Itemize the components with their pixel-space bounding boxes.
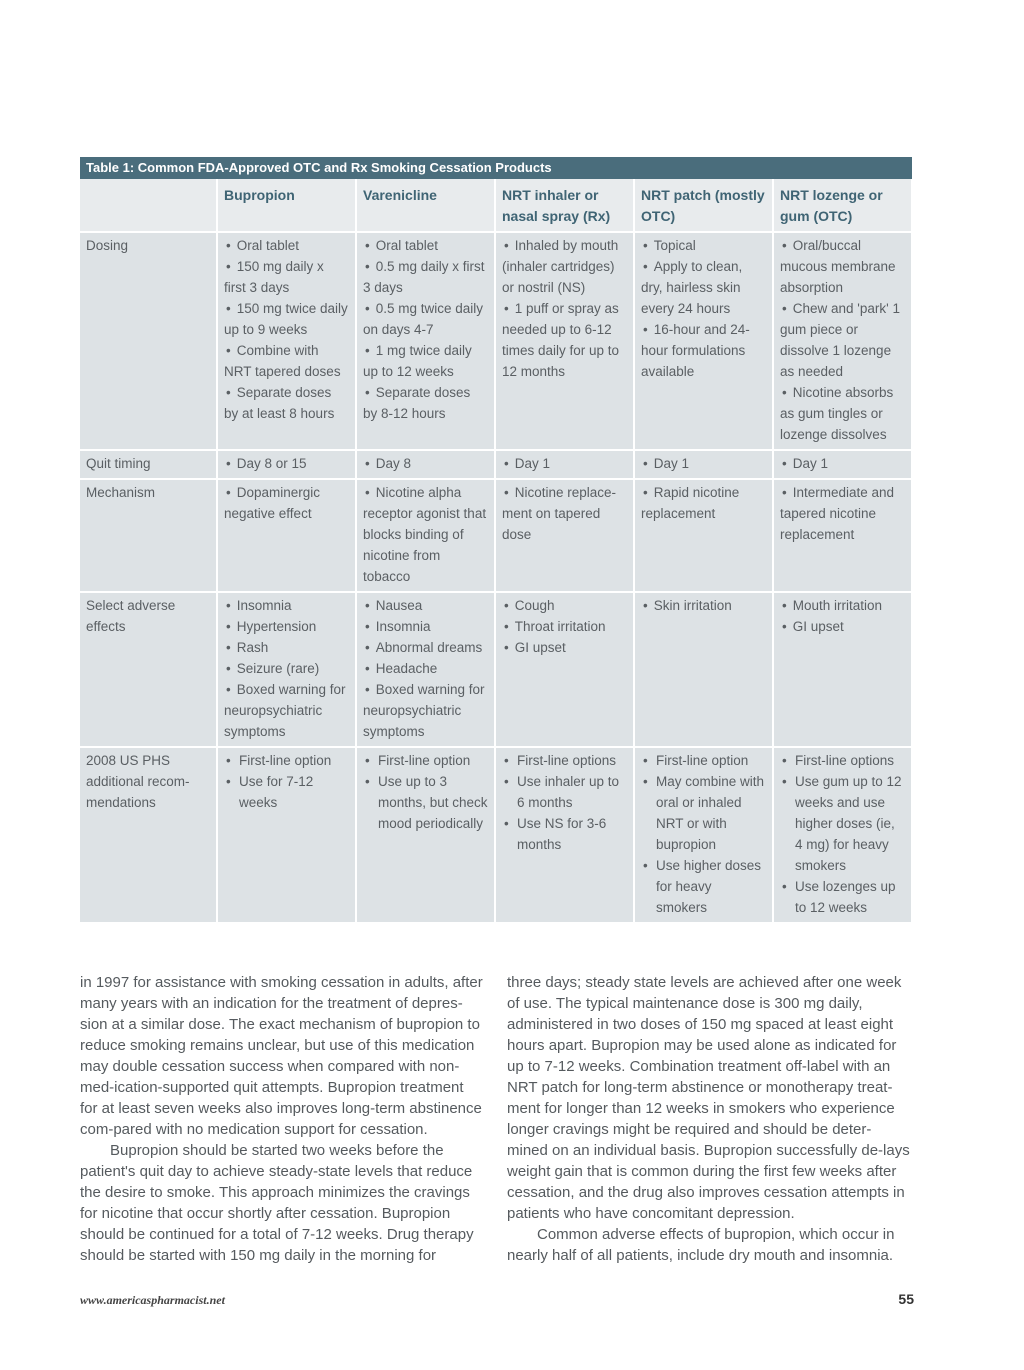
list-item: • Nausea xyxy=(363,595,488,616)
cell-mechanism-patch xyxy=(635,478,772,591)
bullet-list xyxy=(780,453,905,474)
list-item: • First-line option xyxy=(363,750,488,771)
bullet-list xyxy=(363,235,488,424)
header-bupropion: Bupropion xyxy=(218,179,355,231)
cell-dosing-patch xyxy=(635,231,772,449)
list-item: • 150 mg daily x first 3 days xyxy=(224,256,349,298)
cell-quit-varenicline xyxy=(357,449,494,478)
list-item: • Combine with NRT tapered doses xyxy=(224,340,349,382)
row-label-phs: 2008 US PHS additional recom-mendations xyxy=(80,746,216,922)
bullet-list xyxy=(224,235,349,424)
header-empty xyxy=(80,179,216,231)
list-item: • Topical xyxy=(641,235,766,256)
cell-phs-lozenge xyxy=(774,746,911,922)
list-item: • Use for 7-12 weeks xyxy=(224,771,349,813)
cell-phs-inhaler xyxy=(496,746,633,922)
cell-adverse-inhaler xyxy=(496,591,633,746)
list-item: • Abnormal dreams xyxy=(363,637,488,658)
list-item: • Use gum up to 12 weeks and use higher doses (ie, 4 mg) for heavy smokers xyxy=(780,771,905,876)
row-dosing xyxy=(80,231,911,449)
article-column-right xyxy=(507,972,912,1266)
paragraph: Common adverse effects of bupropion, which occur in nearly half of all patients, include dry mouth and insomnia. xyxy=(507,1226,895,1264)
article-column-left xyxy=(80,972,485,1266)
list-item: • Intermediate and tapered nicotine replacement xyxy=(780,482,905,545)
bullet-list xyxy=(502,595,627,658)
list-item: • Separate doses by at least 8 hours xyxy=(224,382,349,424)
bullet-list xyxy=(502,482,627,545)
list-item: • Rapid nicotine replacement xyxy=(641,482,766,524)
list-item: • Day 1 xyxy=(780,453,905,474)
bullet-list xyxy=(224,482,349,524)
list-item: • First-line option xyxy=(224,750,349,771)
cell-adverse-varenicline xyxy=(357,591,494,746)
cell-phs-patch xyxy=(635,746,772,922)
list-item: • GI upset xyxy=(502,637,627,658)
cell-adverse-patch xyxy=(635,591,772,746)
bullet-list xyxy=(224,750,349,813)
header-nrt-lozenge: NRT lozenge or gum (OTC) xyxy=(774,179,911,231)
list-item: • 1 puff or spray as needed up to 6-12 times daily for up to 12 months xyxy=(502,298,627,382)
header-nrt-patch: NRT patch (mostly OTC) xyxy=(635,179,772,231)
row-label-mechanism: Mechanism xyxy=(80,478,216,591)
list-item: • Use higher doses for heavy smokers xyxy=(641,855,766,918)
bullet-list xyxy=(780,595,905,637)
bullet-list xyxy=(363,453,488,474)
page-number: 55 xyxy=(898,1291,914,1307)
footer-url: www.americaspharmacist.net xyxy=(80,1293,225,1307)
list-item: • Chew and 'park' 1 gum piece or dissolve 1 lozenge as needed xyxy=(780,298,905,382)
list-item: • Cough xyxy=(502,595,627,616)
bullet-list xyxy=(502,750,627,855)
list-item: • Use inhaler up to 6 months xyxy=(502,771,627,813)
list-item: • First-line options xyxy=(502,750,627,771)
bullet-list xyxy=(502,235,627,382)
list-item: • Boxed warning for neuropsychiatric symptoms xyxy=(224,679,349,742)
list-item: • Insomnia xyxy=(224,595,349,616)
list-item: • Nicotine alpha receptor agonist that blocks binding of nicotine from tobacco xyxy=(363,482,488,587)
list-item: • Dopaminergic negative effect xyxy=(224,482,349,524)
bullet-list xyxy=(363,750,488,834)
header-row xyxy=(80,179,911,231)
header-varenicline: Varenicline xyxy=(357,179,494,231)
row-label-adverse-effects: Select adverse effects xyxy=(80,591,216,746)
list-item: • Hypertension xyxy=(224,616,349,637)
list-item: • Nicotine absorbs as gum tingles or lozenge dissolves xyxy=(780,382,905,445)
cell-quit-bupropion xyxy=(218,449,355,478)
paragraph: three days; steady state levels are achieved after one week of use. The typical maintenance dose is 300 mg daily, administered in two doses of 150 mg spaced at least eight hours apart. Bupropion may be used alone as indicated for up to 7-12 weeks. Combination treatment off-label with an NRT patch for long-term abstinence or monotherapy treat-ment for longer than 12 weeks in smokers who experience longer cravings might be required and should be deter-mined on an individual basis. Bupropion successfully de-lays weight gain that is common during the first few weeks after cessation, and the drug also improves cessation attempts in patients who have concomitant depression. xyxy=(507,974,910,1222)
row-label-dosing: Dosing xyxy=(80,231,216,449)
bullet-list xyxy=(641,595,766,616)
cell-mechanism-lozenge xyxy=(774,478,911,591)
cell-adverse-bupropion xyxy=(218,591,355,746)
bullet-list xyxy=(780,482,905,545)
list-item: • 150 mg twice daily up to 9 weeks xyxy=(224,298,349,340)
list-item: • First-line options xyxy=(780,750,905,771)
bullet-list xyxy=(641,750,766,918)
cell-quit-patch xyxy=(635,449,772,478)
list-item: • 1 mg twice daily up to 12 weeks xyxy=(363,340,488,382)
header-nrt-inhaler: NRT inhaler or nasal spray (Rx) xyxy=(496,179,633,231)
bullet-list xyxy=(224,453,349,474)
list-item: • Seizure (rare) xyxy=(224,658,349,679)
cell-quit-inhaler xyxy=(496,449,633,478)
smoking-cessation-table xyxy=(80,157,912,922)
list-item: • 16-hour and 24-hour formulations available xyxy=(641,319,766,382)
bullet-list xyxy=(780,750,905,918)
bullet-list xyxy=(641,453,766,474)
list-item: • Oral tablet xyxy=(363,235,488,256)
list-item: • 0.5 mg daily x first 3 days xyxy=(363,256,488,298)
bullet-list xyxy=(641,482,766,524)
cell-dosing-inhaler xyxy=(496,231,633,449)
bullet-list xyxy=(641,235,766,382)
list-item: • Separate doses by 8-12 hours xyxy=(363,382,488,424)
list-item: • Oral tablet xyxy=(224,235,349,256)
list-item: • May combine with oral or inhaled NRT or with bupropion xyxy=(641,771,766,855)
row-mechanism xyxy=(80,478,911,591)
bullet-list xyxy=(363,482,488,587)
list-item: • Day 8 xyxy=(363,453,488,474)
paragraph: Bupropion should be started two weeks before the patient's quit day to achieve steady-state levels that reduce the desire to smoke. This approach minimizes the cravings for nicotine that occur shortly after cessation. Bupropion should be continued for a total of 7-12 weeks. Drug therapy should be started with 150 mg daily in the morning for xyxy=(80,1142,474,1264)
table-title: Table 1: Common FDA-Approved OTC and Rx Smoking Cessation Products xyxy=(80,157,912,179)
list-item: • Use up to 3 months, but check mood periodically xyxy=(363,771,488,834)
list-item: • Nicotine replace-ment on tapered dose xyxy=(502,482,627,545)
list-item: • Insomnia xyxy=(363,616,488,637)
bullet-list xyxy=(502,453,627,474)
list-item: • Inhaled by mouth (inhaler cartridges) or nostril (NS) xyxy=(502,235,627,298)
list-item: • 0.5 mg twice daily on days 4-7 xyxy=(363,298,488,340)
cell-mechanism-inhaler xyxy=(496,478,633,591)
row-label-quit-timing: Quit timing xyxy=(80,449,216,478)
list-item: • Day 1 xyxy=(502,453,627,474)
cell-dosing-bupropion xyxy=(218,231,355,449)
article-body xyxy=(80,972,912,1266)
cell-mechanism-bupropion xyxy=(218,478,355,591)
cell-dosing-lozenge xyxy=(774,231,911,449)
cell-dosing-varenicline xyxy=(357,231,494,449)
list-item: • Use NS for 3-6 months xyxy=(502,813,627,855)
row-quit-timing xyxy=(80,449,911,478)
cell-mechanism-varenicline xyxy=(357,478,494,591)
cell-phs-bupropion xyxy=(218,746,355,922)
cell-adverse-lozenge xyxy=(774,591,911,746)
list-item: • Boxed warning for neuropsychiatric symptoms xyxy=(363,679,488,742)
list-item: • Day 1 xyxy=(641,453,766,474)
list-item: • Throat irritation xyxy=(502,616,627,637)
row-phs-recommendations xyxy=(80,746,911,922)
list-item: • Skin irritation xyxy=(641,595,766,616)
list-item: • First-line option xyxy=(641,750,766,771)
products-table xyxy=(78,179,913,922)
list-item: • Rash xyxy=(224,637,349,658)
list-item: • Use lozenges up to 12 weeks xyxy=(780,876,905,918)
cell-quit-lozenge xyxy=(774,449,911,478)
bullet-list xyxy=(224,595,349,742)
list-item: • Headache xyxy=(363,658,488,679)
paragraph: in 1997 for assistance with smoking cessation in adults, after many years with an indication for the treatment of depres-sion at a similar dose. The exact mechanism of bupropion to reduce smoking remains unclear, but use of this medication may double cessation success when compared with non-med-ication-supported quit attempts. Bupropion treatment for at least seven weeks also improves long-term abstinence com-pared with no medication support for cessation. xyxy=(80,974,483,1138)
list-item: • GI upset xyxy=(780,616,905,637)
cell-phs-varenicline xyxy=(357,746,494,922)
list-item: • Apply to clean, dry, hairless skin every 24 hours xyxy=(641,256,766,319)
list-item: • Mouth irritation xyxy=(780,595,905,616)
list-item: • Day 8 or 15 xyxy=(224,453,349,474)
bullet-list xyxy=(780,235,905,445)
row-adverse-effects xyxy=(80,591,911,746)
bullet-list xyxy=(363,595,488,742)
list-item: • Oral/buccal mucous membrane absorption xyxy=(780,235,905,298)
